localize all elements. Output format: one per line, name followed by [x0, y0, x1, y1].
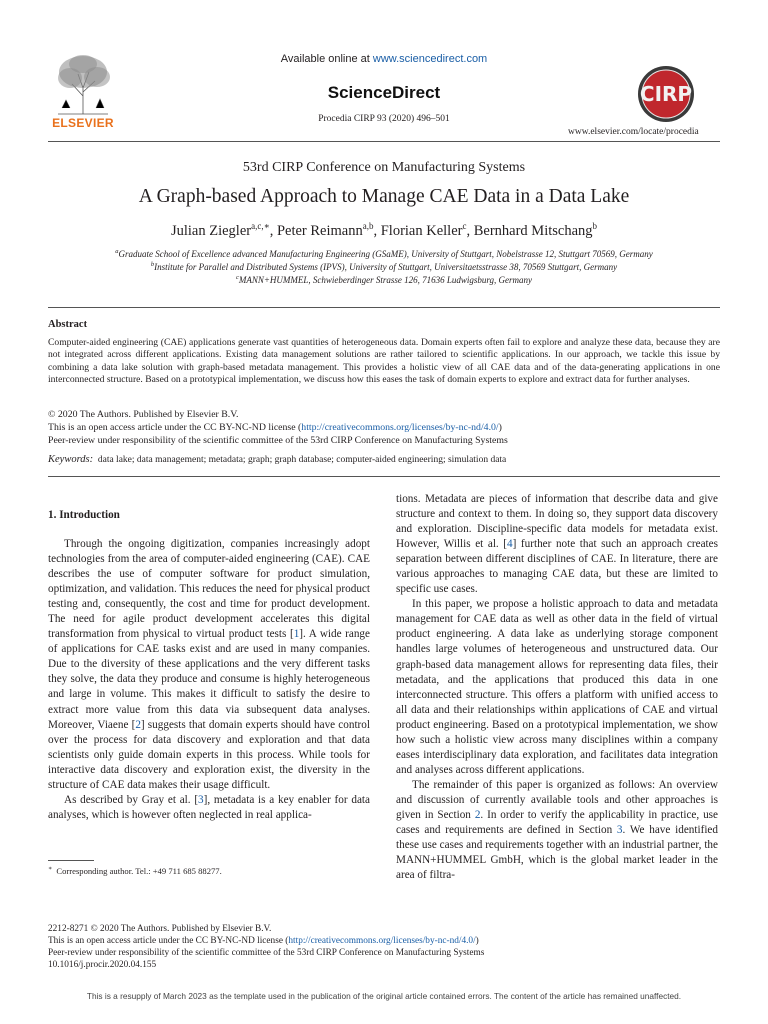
footnote-text: Corresponding author. Tel.: +49 711 685 88277. — [56, 865, 222, 876]
title-divider — [48, 307, 720, 308]
paragraph-text: As described by Gray et al. [ — [64, 793, 199, 806]
author-list: Julian Ziegler$^{a,c,∗}$, Peter Reimann$^{a,b}$, Florian Keller$^c$, Bernhard Mitschang$^b$ — [170, 221, 598, 239]
section-heading: 1. Introduction — [48, 509, 120, 521]
copyright-notice: © 2020 The Authors. Published by Elsevier B.V. — [48, 409, 239, 420]
author-name: Julian Ziegler — [170, 222, 252, 239]
footnote-divider — [48, 860, 94, 861]
body-paragraph — [396, 778, 718, 883]
footer-license-prefix: This is an open access article under the CC BY-NC-ND license ( — [48, 936, 289, 946]
license-suffix: ) — [498, 422, 502, 433]
footer-license-link[interactable]: http://creativecommons.org/licenses/by-nc-nd/4.0/ — [288, 936, 476, 946]
citation-link[interactable]: 1 — [293, 628, 300, 641]
section-link[interactable]: 3 — [616, 824, 623, 837]
author-name: Peter Reimann — [276, 222, 363, 239]
license-prefix: This is an open access article under the CC BY-NC-ND license ( — [48, 422, 302, 433]
body-paragraph — [396, 492, 718, 597]
affiliation-mark: b — [150, 261, 155, 268]
peer-review-notice: Peer-review under responsibility of the scientific committee of the 53rd CIRP Conference on Manufacturing Systems — [48, 435, 508, 446]
body-paragraph — [48, 793, 370, 823]
resupply-notice: This is a resupply of March 2023 as the template used in the publication of the original article contained errors. The content of the article has remained unaffected. — [86, 991, 682, 1001]
license-link[interactable]: http://creativecommons.org/licenses/by-nc-nd/4.0/ — [301, 422, 499, 433]
abstract-divider — [48, 476, 720, 477]
paragraph-text: The remainder of this paper is organized as follows: An overview and discussion of currently available tools and other approaches is given in Section — [396, 778, 718, 821]
abstract-text: Computer-aided engineering (CAE) applications generate vast quantities of heterogeneous data. Domain experts often fail to explore and analyze these data, because they are not integrated across different applications. Existing data management solutions are rather tailored to scientific applications. In our approach, we tackle this issue by combining a data lake solution with graph-based metadata management. This provides a holistic view of all CAE data and of the data-generating applications in one interconnected structure. Based on a prototypical implementation, we discuss how this eases the task of domain experts to explore and extract data for further analyses. — [48, 337, 720, 386]
paragraph-text: . We have identified these use cases and requirements together with an industrial partner, the MANN+HUMMEL GmbH, which is the global market leader in the area of filtra- — [396, 824, 718, 882]
license-notice — [48, 422, 502, 433]
keywords — [48, 454, 506, 465]
conference-name: 53rd CIRP Conference on Manufacturing Systems — [242, 160, 526, 175]
affiliation-mark: c — [235, 274, 239, 281]
keywords-text: data lake; data management; metadata; graph; graph database; computer-aided engineering; simulation data — [97, 455, 507, 465]
journal-url[interactable]: www.elsevier.com/locate/procedia — [568, 127, 699, 137]
header-divider — [48, 141, 720, 142]
affiliation-text: Graduate School of Excellence advanced Manufacturing Engineering (GSaME), University of Stuttgart, Nobelstrasse 12, Stuttgart 70569, Germany — [118, 249, 653, 259]
body-paragraph: In this paper, we propose a holistic approach to data and metadata management for CAE data as well as other data in the field of virtual product engineering. A data lake as underlying storage component handles large volumes of heterogeneous and unstructured data. Our graph-based data management allows for representing data files, their metadata, and the applications that produced this data in one interconnected structure. This offers a platform with unified access to all data and their relationships within applications of CAE and virtual product engineering. Based on a prototypical implementation, we show how such a holistic view across many disciplines within a company eases interdisciplinary data exploration, and facilitates data integration and analyses across different applications. — [396, 598, 718, 776]
paragraph-text: Through the ongoing digitization, companies increasingly adopt technologies from the area of computer-aided engineering (CAE). CAE describes the use of computer software for product simulation, optimization, and validation. This reduces the need for physical product testing and, consequently, the cost and time for product development. The need for agile product development accelerates this digital transformation from physical to virtual product tests [ — [48, 538, 370, 641]
affiliation-mark: a — [115, 248, 119, 255]
affiliation — [0, 248, 768, 259]
sciencedirect-link[interactable]: www.sciencedirect.com — [372, 53, 488, 65]
author-name: Bernhard Mitschang — [473, 222, 593, 239]
affiliation — [0, 274, 768, 285]
affiliation — [0, 261, 768, 272]
footer-license-suffix: ) — [475, 936, 479, 946]
paragraph-text: ]. A wide range of applications for CAE tasks exist and are used in many companies. Due to the diversity of these applications and the very different tasks they solve, the data they produce and consume is highly heterogeneous and large in volume. This makes it difficult to satisfy the desire to extract more value from this data via subsequent data analyses. Moreover, Viaene [ — [48, 628, 370, 731]
citation-link[interactable]: 3 — [198, 793, 204, 806]
footer-doi[interactable]: 10.1016/j.procir.2020.04.155 — [48, 960, 157, 970]
affiliation-text: Institute for Parallel and Distributed Systems (IPVS), University of Stuttgart, Universitaetsstrasse 38, 70569 Stuttgart, Germany — [154, 262, 618, 272]
citation-link[interactable]: 4 — [507, 538, 513, 551]
footnote — [48, 865, 222, 876]
available-prefix: Available online at — [280, 53, 373, 65]
keywords-label: Keywords: — [48, 454, 94, 465]
journal-reference: Procedia CIRP 93 (2020) 496–501 — [318, 114, 450, 124]
paragraph-text: ] further note that such an approach creates separation between different disciplines of CAE. In literature, there are various approaches to managing CAE data, but these are limited to specific use cases. — [396, 538, 718, 596]
paragraph-text: ] suggests that domain experts should have control over the process for data discovery and exploration and that data scientists only guide domain experts in this process. While tools for interactive data discovery and exploration exist, the diversity in the structure of CAE data makes their usage difficult. — [48, 718, 370, 791]
paragraph-text: tions. Metadata are pieces of information that describe data and give structure and context to them. In doing so, they support data discovery and exploration. Discipline-specific data models for metadata exist. However, Willis et al. [ — [396, 493, 718, 551]
citation-link[interactable]: 2 — [135, 718, 141, 731]
author-affiliation-mark: b — [592, 221, 598, 231]
paragraph-text: . In order to verify the applicability in practice, use cases and requirements are defined in Section — [396, 808, 718, 837]
platform-name: ScienceDirect — [327, 83, 441, 102]
author-name: Florian Keller — [380, 222, 463, 239]
paper-title: A Graph-based Approach to Manage CAE Data in a Data Lake — [138, 186, 630, 207]
body-paragraph — [48, 537, 370, 793]
cirp-logo-icon — [630, 64, 702, 124]
author-affiliation-mark: a,b — [362, 221, 374, 231]
paragraph-text: ], metadata is a key enabler for data analyses, which is however often neglected in real applica- — [48, 793, 370, 821]
cirp-logo-text: CIRP — [639, 82, 693, 106]
author-affiliation-mark: a,c,∗ — [251, 221, 270, 231]
section-link[interactable]: 2 — [474, 808, 481, 821]
publisher-name: ELSEVIER — [52, 116, 114, 130]
footnote-mark: ∗ — [48, 866, 53, 872]
footer-peer-review: Peer-review under responsibility of the scientific committee of the 53rd CIRP Conference on Manufacturing Systems — [48, 948, 485, 958]
abstract-heading: Abstract — [48, 319, 88, 330]
footer-license — [48, 936, 479, 946]
footer-issn: 2212-8271 © 2020 The Authors. Published by Elsevier B.V. — [48, 924, 272, 934]
left-column — [48, 537, 370, 823]
right-column — [396, 492, 718, 883]
author-affiliation-mark: c — [462, 221, 467, 231]
affiliation-text: MANN+HUMMEL, Schwieberdinger Strasse 126, 71636 Ludwigsburg, Germany — [238, 275, 533, 285]
